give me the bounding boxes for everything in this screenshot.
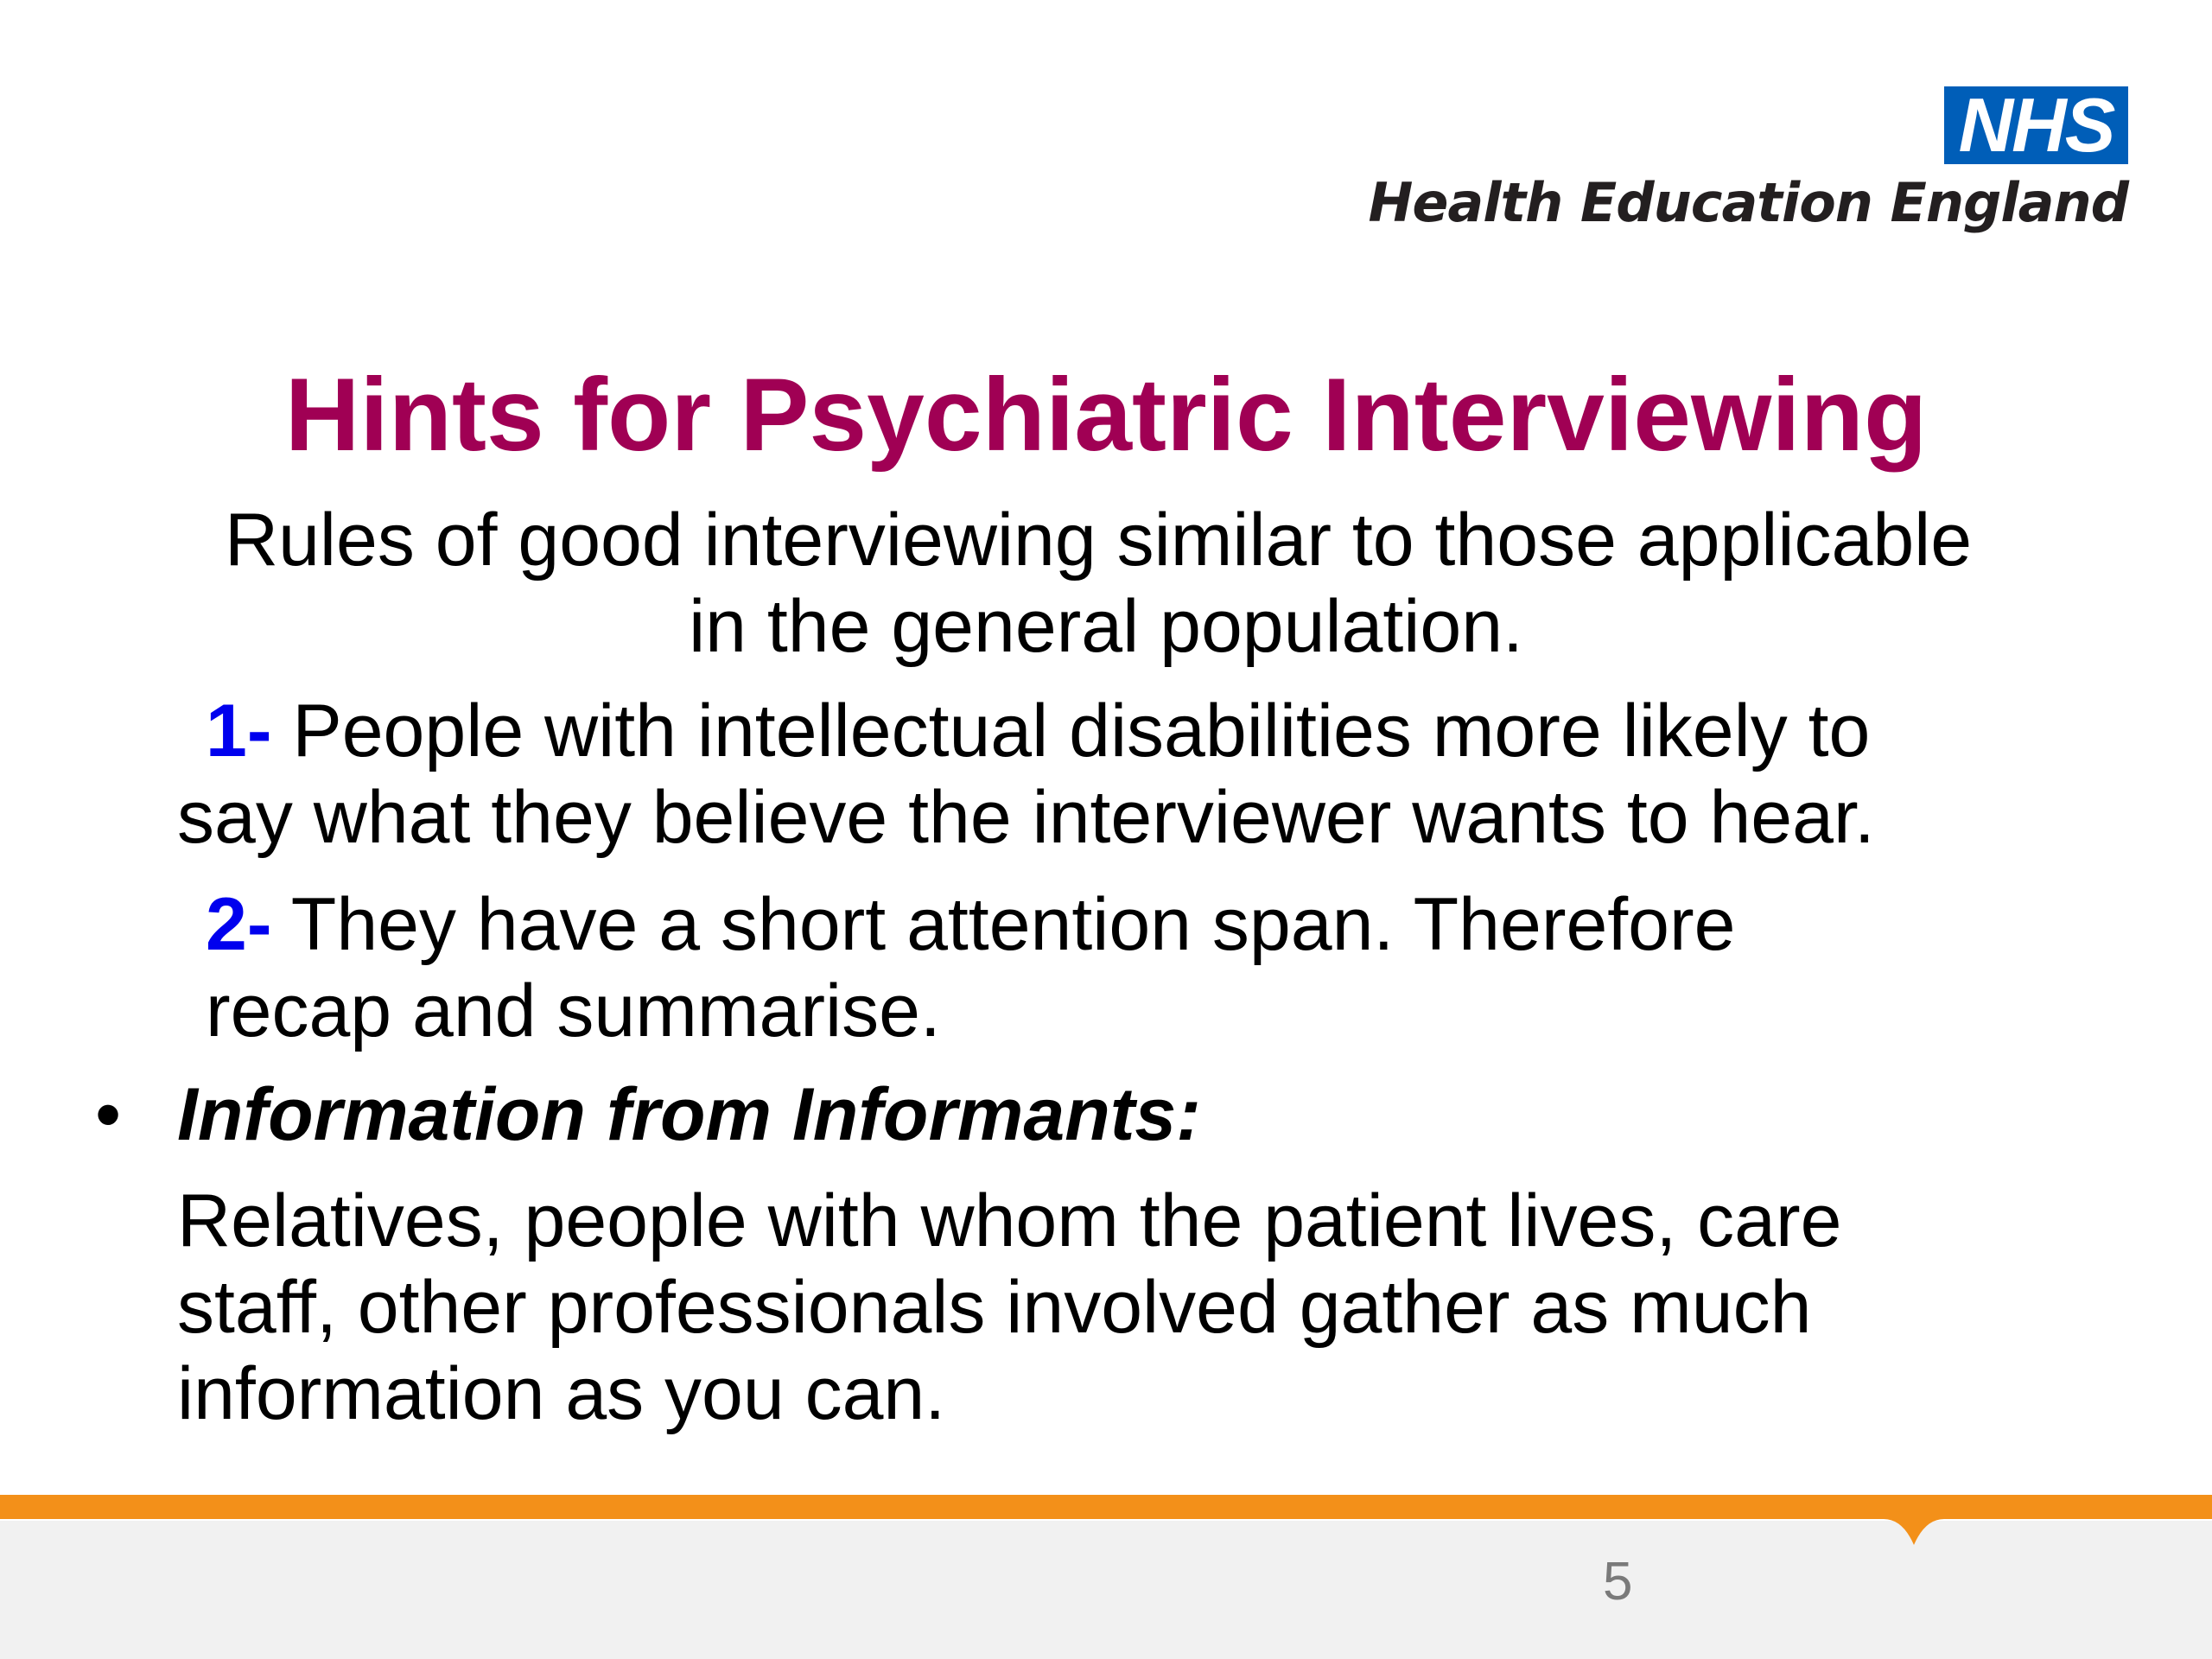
- point-1-line-1: People with intellectual disabilities more likely to: [271, 690, 1871, 772]
- footer-band: [0, 1495, 2212, 1659]
- slide-title: Hints for Psychiatric Interviewing: [284, 357, 1928, 473]
- bullet-icon: •: [95, 1073, 122, 1156]
- point-2: [206, 881, 1735, 1054]
- bullet-heading: Information from Informants:: [177, 1073, 1201, 1156]
- point-2-line-1: They have a short attention span. Therefore: [271, 883, 1736, 966]
- intro-line-2: in the general population.: [689, 585, 1523, 668]
- nhs-logo: NHS: [1944, 86, 2128, 164]
- informants-bullet: [95, 1071, 1201, 1158]
- informants-line-2: staff, other professionals involved gather as much: [177, 1266, 1812, 1349]
- page-number: 5: [1603, 1552, 1633, 1611]
- nhs-hee-logo: [1351, 82, 2128, 242]
- informants-line-1: Relatives, people with whom the patient lives, care: [177, 1179, 1842, 1262]
- organisation-name: Health Education England: [1368, 171, 2128, 234]
- informants-line-3: information as you can.: [177, 1352, 946, 1435]
- point-1-number: 1-: [206, 690, 272, 772]
- intro-paragraph: [0, 497, 2212, 670]
- point-2-line-2: recap and summarise.: [206, 969, 941, 1052]
- point-1: [177, 688, 1875, 861]
- point-2-number: 2-: [206, 883, 272, 966]
- footer-background: [0, 1521, 2212, 1659]
- informants-paragraph: [177, 1178, 1841, 1437]
- intro-line-1: Rules of good interviewing similar to those applicable: [225, 499, 1973, 582]
- point-1-line-2: say what they believe the interviewer wants to hear.: [177, 776, 1875, 859]
